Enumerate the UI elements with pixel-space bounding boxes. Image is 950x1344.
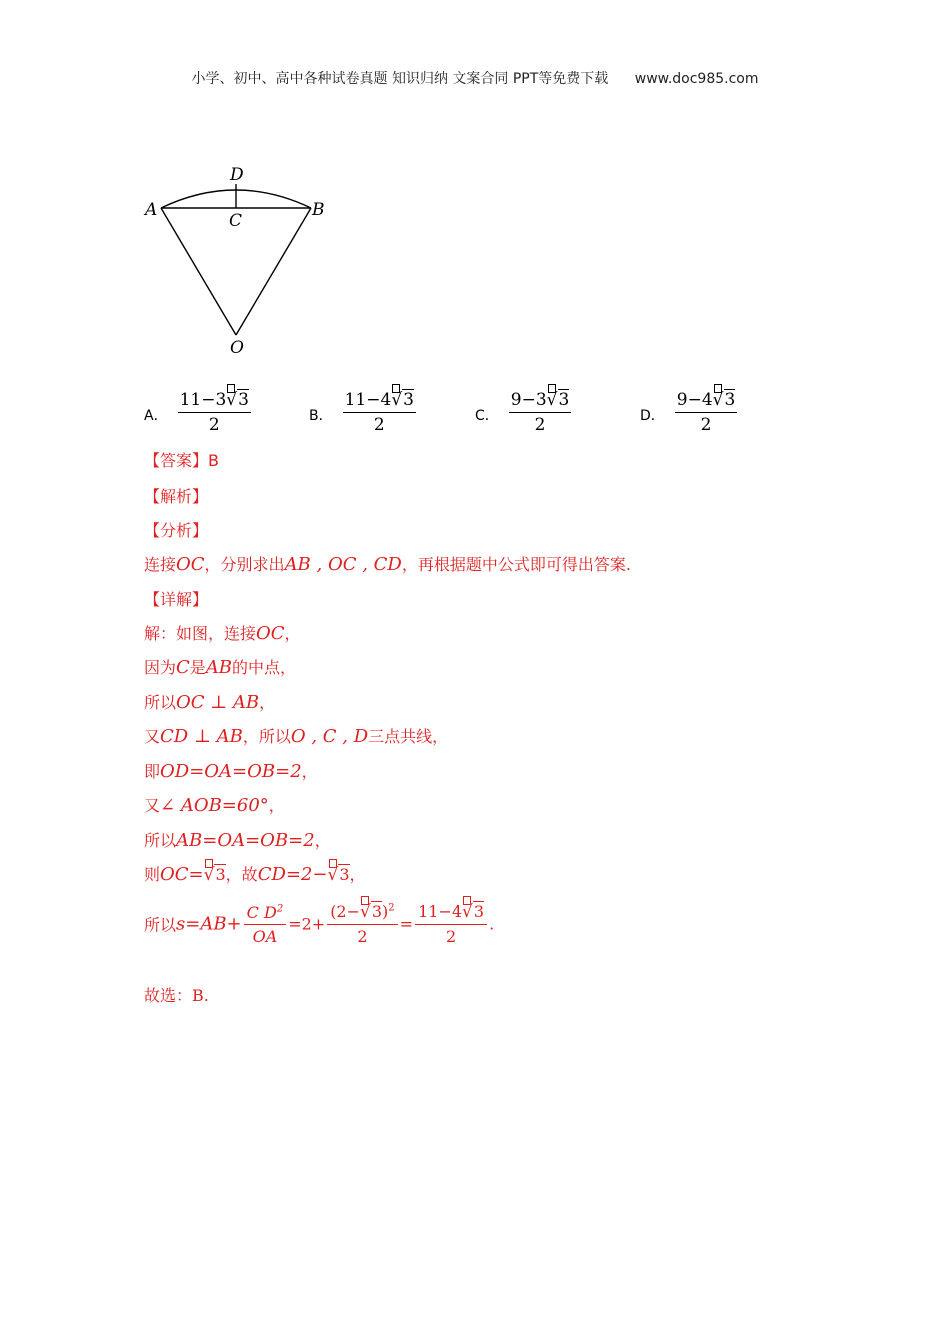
step-1-end: ，: [284, 624, 301, 643]
option-c-num: 9−3: [510, 389, 547, 410]
option-a: [144, 384, 251, 440]
option-c-den: 2: [534, 414, 546, 435]
fenxi-oc: OC: [176, 554, 205, 575]
option-a-letter: A．: [144, 408, 168, 424]
step-3: [144, 690, 275, 713]
frac3-rad: 3: [473, 902, 485, 921]
step-3-math: OC ⊥ AB: [176, 692, 260, 713]
option-b-den: 2: [373, 414, 385, 435]
step-8-m2: CD=2−: [257, 864, 328, 885]
detail-tag: 【详解】: [144, 590, 209, 609]
answer-tag: 【答案】: [144, 451, 209, 470]
step-6: [144, 793, 285, 816]
step-7: [144, 828, 331, 851]
step-9: [144, 902, 494, 946]
step-4-math: CD ⊥ AB: [160, 726, 243, 747]
fenxi-t2: ，分别求出: [204, 555, 285, 574]
step-4-pts: O , C , D: [290, 726, 369, 747]
step-8-r1: 3: [215, 865, 226, 884]
step-2-a: 因为: [144, 658, 177, 677]
frac2-num-b: ): [382, 902, 389, 921]
step-9-a: 所以: [144, 915, 177, 935]
frac2-num-a: (2−: [330, 902, 361, 921]
cube-root: √3: [328, 865, 350, 885]
frac2-den: 2: [357, 927, 368, 946]
fraction-cd2-oa: [244, 903, 287, 946]
step-2: [144, 655, 296, 678]
step-6-math: ∠ AOB=60°: [160, 795, 269, 816]
option-d-letter: D．: [640, 408, 665, 424]
step-5: [144, 759, 318, 782]
step-4: [144, 724, 448, 747]
step-2-ab: AB: [205, 657, 233, 678]
frac1-num: C D: [246, 902, 277, 922]
cube-root: √3: [547, 390, 570, 410]
option-c-fraction: [509, 390, 572, 435]
step-6-a: 又: [144, 796, 161, 815]
step-2-b: 是: [189, 658, 206, 677]
fenxi-list: AB , OC , CD: [284, 554, 402, 575]
step-1: [144, 621, 301, 644]
frac3-num: 11−4: [418, 902, 463, 921]
option-a-num: 11−3: [179, 389, 227, 410]
step-8-r2: 3: [339, 865, 350, 884]
answer-value: B: [208, 451, 219, 470]
geometry-figure: [140, 160, 340, 364]
step-2-end: 的中点，: [232, 658, 297, 677]
option-a-den: 2: [208, 414, 220, 435]
step-8-m1: OC=: [160, 864, 204, 885]
label-a: A: [145, 200, 158, 220]
fenxi-t1: 连接: [144, 555, 177, 574]
fraction-expr: [327, 902, 397, 946]
step-5-a: 即: [144, 762, 161, 781]
option-c-letter: C．: [475, 408, 499, 424]
radius-ob: [236, 208, 311, 335]
answer-options: [144, 384, 844, 440]
option-d-fraction: [675, 390, 738, 435]
cube-root: √3: [204, 865, 226, 885]
option-d-den: 2: [700, 414, 712, 435]
option-b-radicand: 3: [403, 389, 414, 410]
radius-oa: [161, 208, 236, 335]
step-1-text: 解：如图，连接: [144, 624, 257, 643]
step-3-a: 所以: [144, 693, 177, 712]
fenxi-t3: ，再根据题中公式即可得出答案.: [401, 555, 631, 574]
step-8-a: 则: [144, 865, 161, 884]
step-7-math: AB=OA=OB=2: [176, 830, 315, 851]
option-b-fraction: [343, 390, 416, 435]
page-header: [0, 68, 950, 88]
step-9-end: .: [489, 914, 495, 934]
step-4-a: 又: [144, 727, 161, 746]
option-d-num: 9−4: [676, 389, 713, 410]
option-b-letter: B．: [309, 408, 333, 424]
frac1-den: OA: [252, 926, 278, 946]
header-text: 小学、初中、高中各种试卷真题 知识归纳 文案合同 PPT等免费下载: [191, 71, 609, 87]
option-d: [640, 384, 737, 440]
cube-root: √3: [226, 390, 249, 410]
frac2-rad: 3: [371, 902, 383, 921]
step-9-eq2: =: [399, 914, 414, 934]
option-a-radicand: 3: [238, 389, 249, 410]
step-9-eq: =2+: [288, 914, 326, 934]
label-d: D: [230, 165, 244, 185]
step-8: [144, 862, 366, 885]
step-7-end: ，: [314, 831, 331, 850]
frac1-sup: 2: [276, 903, 284, 915]
fenxi-tag: 【分析】: [144, 521, 209, 540]
step-7-a: 所以: [144, 831, 177, 850]
sector-diagram: [140, 160, 340, 360]
option-c-radicand: 3: [558, 389, 570, 410]
step-5-math: OD=OA=OB=2: [160, 761, 302, 782]
step-6-end: ，: [268, 796, 285, 815]
option-b: [309, 384, 416, 440]
label-c: C: [229, 211, 243, 231]
step-8-b: ，故: [225, 865, 258, 884]
step-9-lhs: s=AB+: [176, 913, 242, 935]
step-1-math: OC: [256, 623, 285, 644]
step-4-b: ，所以: [242, 727, 291, 746]
cube-root: √3: [391, 390, 414, 410]
step-10: 故选：B.: [144, 986, 209, 1005]
option-b-num: 11−4: [344, 389, 392, 410]
cube-root: √3: [462, 902, 484, 922]
frac2-sup: 2: [388, 902, 395, 914]
fraction-result: [415, 902, 487, 946]
step-4-end: 三点共线，: [368, 727, 449, 746]
option-d-radicand: 3: [724, 389, 736, 410]
cube-root: √3: [360, 902, 382, 922]
step-5-end: ，: [301, 762, 318, 781]
step-3-end: ，: [259, 693, 276, 712]
option-c: [475, 384, 571, 440]
analysis-tag: 【解析】: [144, 487, 209, 506]
step-2-c: C: [176, 657, 190, 678]
option-a-fraction: [178, 390, 251, 435]
label-b: B: [312, 200, 325, 220]
cube-root: √3: [713, 390, 736, 410]
fenxi-text: [144, 552, 631, 575]
header-site: www.doc985.com: [634, 71, 759, 87]
step-8-end: ，: [349, 865, 366, 884]
answer-line: [144, 448, 219, 471]
frac3-den: 2: [445, 927, 457, 946]
label-o: O: [230, 338, 244, 358]
